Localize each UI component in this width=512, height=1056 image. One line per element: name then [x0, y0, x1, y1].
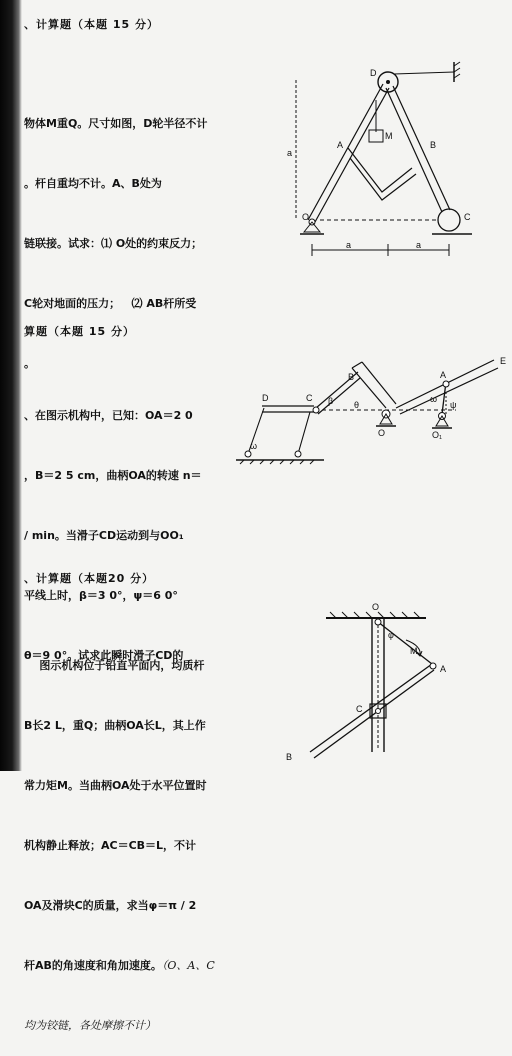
label-omega: ω	[430, 394, 438, 404]
problem1-heading: 、计算题（本题 15 分）	[24, 18, 159, 31]
problem3-figure	[282, 600, 482, 765]
label-o3: O	[372, 602, 380, 612]
label-o: O	[302, 212, 310, 222]
label-phi: φ	[388, 630, 394, 640]
label-omega-small: ω	[250, 441, 258, 451]
problem2-line: ，B＝2 5 cm，曲柄OA的转速 n＝	[24, 469, 202, 482]
problem1-line: 。杆自重均不计。A、B处为	[24, 177, 162, 190]
problem2-line: / min。当滑子CD运动到与OO₁	[24, 529, 184, 542]
label-o2: O	[378, 428, 386, 438]
label-b3: B	[286, 752, 293, 762]
problem3-line: 常力矩M。当曲柄OA处于水平位置时	[24, 779, 207, 792]
label-d2: D	[262, 393, 269, 403]
problem3-line: B长2 L，重Q；曲柄OA长L，其上作	[24, 719, 206, 732]
problem3-line-text: 杆AB的角速度和角加速度。	[24, 959, 162, 972]
label-psi: ψ	[450, 400, 457, 410]
problem1-line: 。	[24, 357, 35, 370]
problem1-figure	[282, 60, 482, 260]
label-d: D	[370, 68, 377, 78]
label-a3: A	[440, 664, 447, 674]
problem2-line: θ＝9 0°。试求此瞬时滑子CD的	[24, 649, 184, 662]
problem3-text	[24, 616, 215, 1056]
problem2-heading: 算题（本题 15 分）	[24, 325, 135, 338]
label-a2: A	[440, 370, 447, 380]
problem2-figure	[236, 352, 508, 472]
label-m: M	[385, 131, 393, 141]
label-m3: M	[410, 646, 418, 656]
label-theta: θ	[354, 400, 360, 410]
label-c2: C	[306, 393, 313, 403]
label-a-right: a	[416, 240, 422, 250]
wheel-c	[438, 209, 460, 231]
handwritten-note: 均为铰链，各处摩擦不计）	[24, 1019, 156, 1032]
label-b: B	[430, 140, 437, 150]
book-spine-shadow	[0, 0, 22, 771]
problem3-line: OA及滑块C的质量，求当φ＝π / 2	[24, 899, 197, 912]
label-a-vertical: a	[287, 148, 293, 158]
problem2-line: 平线上时，β＝3 0°，ψ＝6 0°	[24, 589, 178, 602]
problem3-heading: 、计算题（本题20 分）	[24, 572, 155, 585]
handwritten-note-inline: （O、A、C	[161, 959, 215, 972]
label-b2: B	[348, 372, 355, 382]
label-c3: C	[356, 704, 363, 714]
problem3-line: 图示机构位于铅直平面内，均质杆	[24, 659, 205, 672]
label-c: C	[464, 212, 471, 222]
label-e: E	[500, 356, 507, 366]
problem2-line: 、在图示机构中，已知：OA＝2 0	[24, 409, 193, 422]
label-a: A	[337, 140, 344, 150]
problem1-line: C轮对地面的压力； ⑵ AB杆所受	[24, 297, 197, 310]
problem1-line: 物体M重Q。尺寸如图，D轮半径不计	[24, 117, 208, 130]
label-beta: β	[328, 396, 334, 406]
problem1-text	[24, 74, 207, 394]
label-a-left: a	[346, 240, 352, 250]
problem1-line: 链联接。试求：⑴ O处的约束反力；	[24, 237, 203, 250]
problem3-line	[24, 956, 215, 976]
problem3-line: 机构静止释放；AC＝CB＝L，不计	[24, 839, 197, 852]
label-o1: O₁	[432, 430, 443, 440]
